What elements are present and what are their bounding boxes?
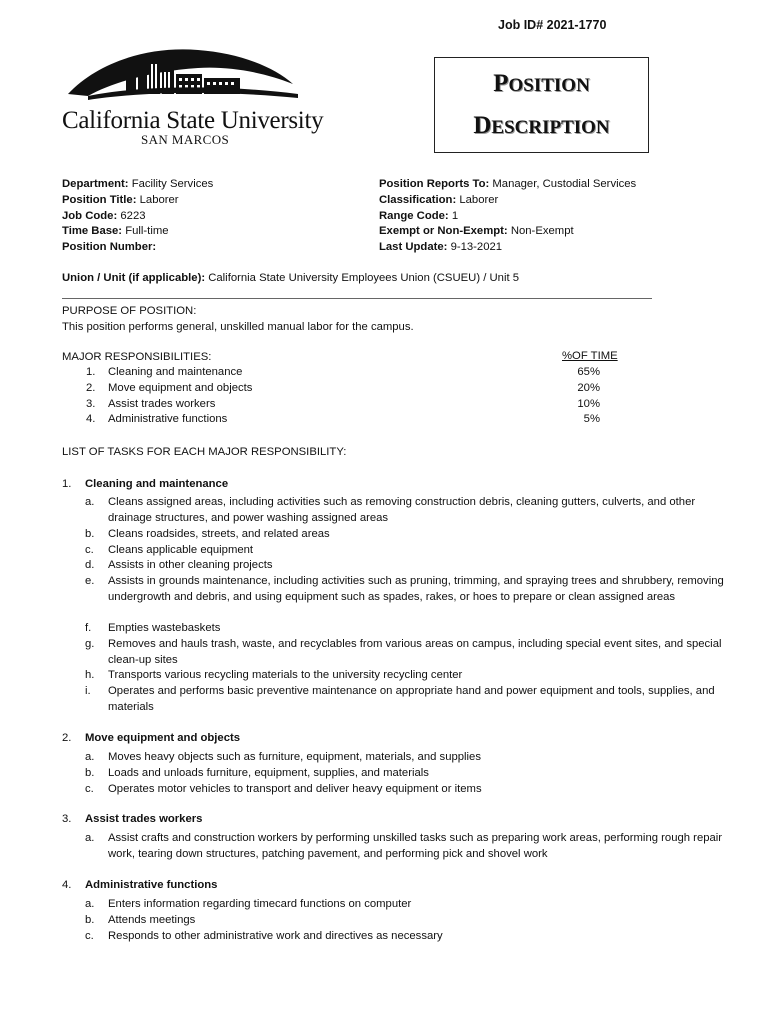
task-item [85,897,725,913]
task-text: Cleans roadsides, streets, and related areas [108,528,330,540]
task-item [85,574,725,605]
purpose-section [62,304,414,335]
major-item-label: Administrative functions [108,413,228,425]
task-item [85,668,725,684]
major-responsibilities-heading: MAJOR RESPONSIBILITIES: [62,351,212,363]
major-item-number: 4. [86,413,96,425]
task-text: Enters information regarding timecard functions on computer [108,898,412,910]
info-position-title: Position Title: Laborer [62,193,179,206]
task-item [85,782,725,798]
task-text: Moves heavy objects such as furniture, equipment, materials, and supplies [108,751,481,763]
university-campus: SAN MARCOS [141,132,230,147]
task-text: Assist crafts and construction workers by performing unskilled tasks such as preparing work areas, performing rough repair work, tearing down structures, patching pavement, and performing pick and shovel work [108,832,723,860]
task-text: Assists in other cleaning projects [108,559,273,571]
task-letter: g. [85,638,95,650]
major-item-label: Cleaning and maintenance [108,366,243,378]
task-text: Attends meetings [108,914,196,926]
task-text: Assists in grounds maintenance, including activities such as pruning, trimming, and spraying trees and shrubbery, removing undergrowth and debris, and using equipment such as spades, rakes, or hoes to prepare or clean assigned areas [108,575,724,603]
task-letter: c. [85,544,94,556]
info-job-code: Job Code: 6223 [62,209,146,222]
task-letter: h. [85,669,95,681]
section-number: 1. [62,478,72,490]
union-unit: Union / Unit (if applicable): California State University Employees Union (CSUEU) / Unit 5 [62,272,520,284]
task-item [85,621,725,637]
info-time-base: Time Base: Full-time [62,225,169,238]
major-item-label: Assist trades workers [108,398,216,410]
major-item-number: 2. [86,382,96,394]
info-exempt: Exempt or Non-Exempt: Non-Exempt [379,225,574,238]
task-letter: d. [85,559,95,571]
info-classification: Classification: Laborer [379,193,499,206]
section-number: 2. [62,732,72,744]
task-item [85,558,725,574]
section-title: Assist trades workers [85,813,203,825]
info-right-column [379,177,636,256]
task-item [85,913,725,929]
purpose-text: This position performs general, unskilled manual labor for the campus. [62,320,414,333]
section-number: 3. [62,813,72,825]
section-number: 4. [62,879,72,891]
position-description-title-box [434,57,649,153]
job-id: Job ID# 2021-1770 [498,18,607,32]
task-letter: i. [85,685,91,697]
task-item [85,684,725,715]
task-text: Removes and hauls trash, waste, and recyclables from various areas on campus, including special event sites, and special clean-up sites [108,638,722,666]
task-item [85,929,725,945]
divider [62,298,652,299]
university-name: California State University [62,107,324,134]
task-text: Empties wastebaskets [108,622,221,634]
major-item-label: Move equipment and objects [108,382,253,394]
major-item-percent: 10% [577,398,600,410]
task-item [85,637,725,668]
task-letter: c. [85,783,94,795]
task-letter: c. [85,930,94,942]
major-item-percent: 65% [577,366,600,378]
task-letter: a. [85,496,95,508]
info-position-number: Position Number: [62,241,157,254]
info-last-update: Last Update: 9-13-2021 [379,241,503,254]
task-letter: a. [85,898,95,910]
title-line-2: DESCRIPTION [473,112,610,139]
task-letter: e. [85,575,95,587]
major-item-percent: 5% [583,413,600,425]
task-text: Cleans applicable equipment [108,544,254,556]
task-text: Transports various recycling materials to the university recycling center [108,669,463,681]
task-letter: a. [85,832,95,844]
task-item [85,766,725,782]
task-text: Responds to other administrative work and directives as necessary [108,930,443,942]
task-text: Loads and unloads furniture, equipment, supplies, and materials [108,767,429,779]
task-letter: f. [85,622,92,634]
section-title: Cleaning and maintenance [85,478,229,490]
task-text: Cleans assigned areas, including activities such as removing construction debris, cleaning gutters, culverts, and other drainage structures, and power washing assigned areas [108,496,696,524]
task-item [85,495,725,526]
task-item [85,527,725,543]
task-text: Operates and performs basic preventive maintenance on appropriate hand and power equipment and tools, supplies, and materials [108,685,715,713]
info-left-column [62,177,213,256]
section-title: Administrative functions [85,879,218,891]
task-text: Operates motor vehicles to transport and deliver heavy equipment or items [108,783,482,795]
percent-time-heading: %OF TIME [562,350,618,362]
task-letter: b. [85,914,95,926]
purpose-heading: PURPOSE OF POSITION: [62,305,197,317]
section-title: Move equipment and objects [85,732,241,744]
title-line-1: POSITION [493,70,590,97]
major-item-number: 3. [86,398,96,410]
major-item-percent: 20% [577,382,600,394]
major-item-number: 1. [86,366,96,378]
tasks-heading: LIST OF TASKS FOR EACH MAJOR RESPONSIBILITY: [62,446,347,458]
info-reports-to: Position Reports To: Manager, Custodial Services [379,178,637,190]
task-item [85,750,725,766]
task-letter: b. [85,767,95,779]
task-letter: b. [85,528,95,540]
info-department: Department: Facility Services [62,178,214,190]
campus-skyline-icon [58,44,318,106]
info-range-code: Range Code: 1 [379,209,459,222]
task-item [85,831,725,862]
task-letter: a. [85,751,95,763]
task-item [85,543,725,559]
